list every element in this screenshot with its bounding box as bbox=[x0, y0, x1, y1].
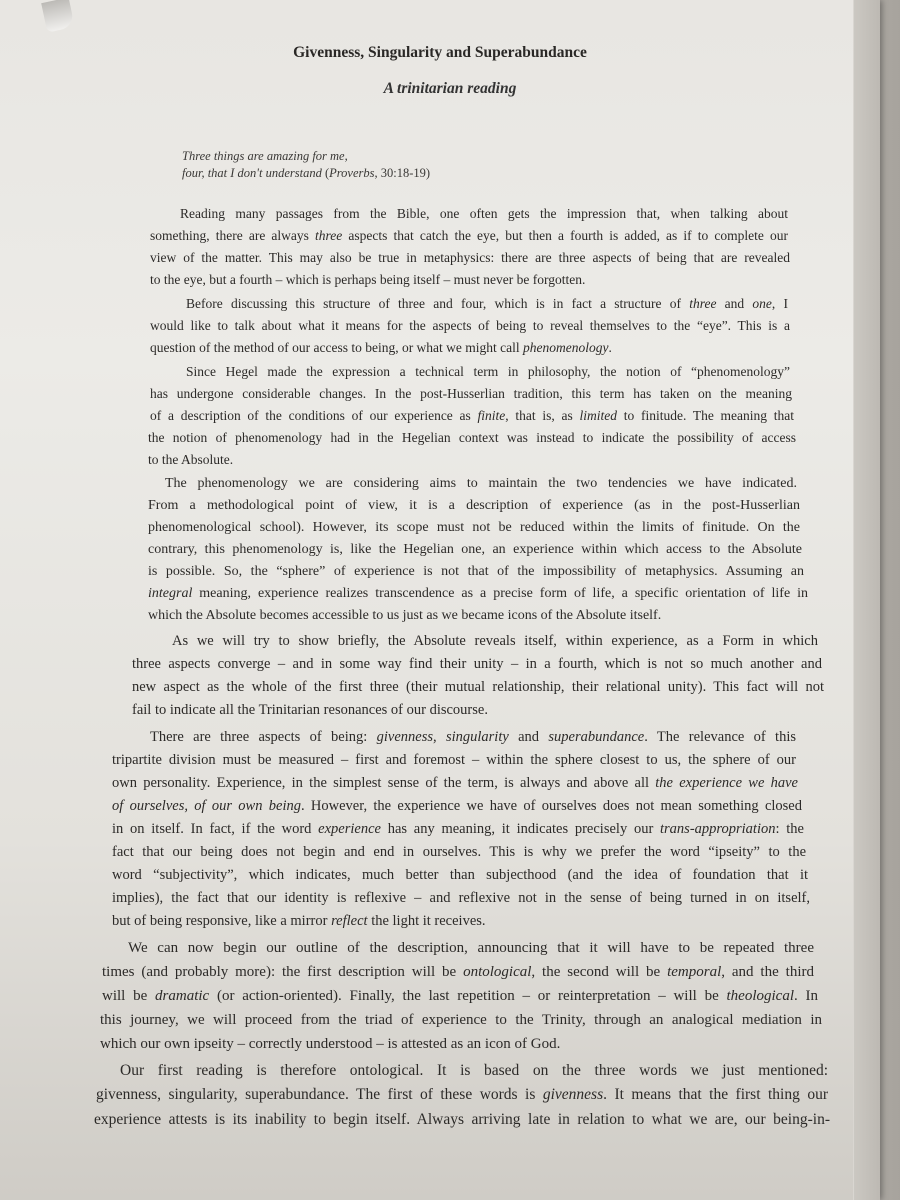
text-run: . bbox=[608, 340, 612, 355]
text-line bbox=[128, 940, 814, 957]
text-line bbox=[132, 656, 822, 673]
text-run: and bbox=[508, 729, 549, 745]
text-line bbox=[102, 988, 818, 1005]
italic-emphasis: temporal bbox=[667, 964, 722, 980]
text-line bbox=[96, 1086, 828, 1104]
text-run: experience attests is its inability to begin itself. Always arriving late in relation to what we are, our being-in- bbox=[94, 1111, 830, 1128]
text-run: has undergone considerable changes. In the post-Husserlian tradition, this term has taken on the meaning bbox=[150, 386, 792, 401]
text-run: , that is, as bbox=[505, 408, 580, 423]
italic-emphasis: limited bbox=[579, 408, 617, 423]
text-line bbox=[112, 844, 806, 861]
text-line bbox=[186, 296, 788, 312]
text-run: Our first reading is therefore ontological. It is based on the three words we just mentioned: bbox=[120, 1062, 828, 1079]
text-line bbox=[172, 633, 818, 650]
italic-emphasis: phenomenology bbox=[523, 340, 609, 355]
italic-emphasis: finite bbox=[477, 408, 506, 423]
text-run: . It means that the first thing our bbox=[603, 1086, 828, 1103]
italic-emphasis: theological bbox=[726, 988, 794, 1004]
text-run: which the Absolute becomes accessible to us just as we became icons of the Absolute itself. bbox=[148, 608, 662, 623]
text-line bbox=[100, 1036, 622, 1053]
text-run: phenomenological school). However, its scope must not be reduced within the limits of finitude. On the bbox=[148, 520, 800, 535]
text-line bbox=[150, 272, 586, 288]
italic-emphasis: one bbox=[752, 296, 772, 311]
text-run: From a methodological point of view, it is a description of experience (as in the post-Husserlian bbox=[148, 498, 800, 513]
text-run: meaning, experience realizes transcendence as a precise form of life, a specific orientation of life in bbox=[192, 586, 808, 601]
text-line bbox=[186, 364, 790, 380]
text-run: the notion of phenomenology had in the Hegelian context was instead to indicate the possibility of access bbox=[148, 430, 796, 445]
text-run: There are three aspects of being: bbox=[150, 729, 377, 745]
italic-emphasis: singularity bbox=[445, 729, 509, 745]
italic-emphasis: experience bbox=[318, 821, 381, 837]
text-line bbox=[165, 476, 797, 492]
text-run: own personality. Experience, in the simplest sense of the term, is always and above all bbox=[112, 775, 656, 791]
text-run: this journey, we will proceed from the triad of experience to the Trinity, through an analogical mediation in bbox=[100, 1012, 822, 1028]
text-run: to the eye, but a fourth – which is perhaps being itself – must never be forgotten. bbox=[150, 272, 586, 287]
italic-emphasis: the experience we have bbox=[655, 775, 798, 791]
document-subtitle: A trinitarian reading bbox=[383, 80, 517, 97]
text-line bbox=[112, 913, 552, 930]
text-line bbox=[150, 386, 792, 402]
text-run: contrary, this phenomenology is, like the Hegelian one, an experience within which access to the Absolute bbox=[148, 542, 802, 557]
text-run: givenness, singularity, superabundance. The first of these words is bbox=[96, 1086, 543, 1103]
italic-emphasis: integral bbox=[148, 586, 193, 601]
text-run: fail to indicate all the Trinitarian resonances of our discourse. bbox=[132, 702, 488, 718]
text-line bbox=[102, 964, 814, 981]
text-run: (or action-oriented). Finally, the last repetition – or reinterpretation – will be bbox=[209, 988, 727, 1004]
text-run: has any meaning, it indicates precisely our bbox=[380, 821, 661, 837]
text-run: to the Absolute. bbox=[148, 452, 234, 467]
italic-emphasis: ontological bbox=[463, 964, 532, 980]
text-run: We can now begin our outline of the description, announcing that it will have to be repeated three bbox=[128, 940, 814, 956]
italic-emphasis: of ourselves, of our own being bbox=[112, 798, 301, 814]
text-line bbox=[94, 1111, 830, 1129]
text-line bbox=[150, 228, 788, 244]
text-run: to finitude. The meaning that bbox=[616, 408, 795, 423]
text-line bbox=[150, 729, 796, 746]
text-run: As we will try to show briefly, the Absolute reveals itself, within experience, as a Form in which bbox=[172, 633, 818, 649]
text-run: and bbox=[716, 296, 753, 311]
text-run: three aspects converge – and in some way find their unity – in a fourth, which is not so much another and bbox=[132, 656, 822, 672]
text-run: times (and probably more): the first description will be bbox=[102, 964, 464, 980]
text-run: in on itself. In fact, if the word bbox=[112, 821, 319, 837]
text-line bbox=[148, 608, 708, 624]
text-line bbox=[112, 890, 810, 907]
text-run: The phenomenology we are considering aims to maintain the two tendencies we have indicated. bbox=[165, 476, 797, 491]
text-run: , and the third bbox=[721, 964, 814, 980]
epigraph-source-open: ( bbox=[321, 166, 330, 180]
text-line bbox=[112, 752, 796, 769]
text-run: Since Hegel made the expression a technical term in philosophy, the notion of “phenomenology” bbox=[186, 364, 790, 379]
text-line bbox=[148, 520, 800, 536]
text-run: , I bbox=[771, 296, 788, 311]
epigraph-ref: , 30:18-19) bbox=[374, 166, 431, 180]
document-title: Givenness, Singularity and Superabundance bbox=[293, 44, 587, 61]
text-line bbox=[112, 775, 798, 792]
text-run: but of being responsive, like a mirror bbox=[112, 913, 332, 929]
text-line bbox=[150, 250, 790, 266]
text-run: question of the method of our access to being, or what we might call bbox=[150, 340, 524, 355]
text-run: , the second will be bbox=[531, 964, 668, 980]
text-line bbox=[120, 1062, 828, 1080]
italic-emphasis: three bbox=[315, 228, 343, 243]
text-line bbox=[150, 340, 612, 356]
text-line bbox=[100, 1012, 822, 1029]
text-run: fact that our being does not begin and end in ourselves. This is why we prefer the word “ipseity” to the bbox=[112, 844, 806, 860]
text-run: new aspect as the whole of the first three (their mutual relationship, their relational unity). This fact will not bbox=[132, 679, 824, 695]
text-line bbox=[132, 702, 532, 719]
italic-emphasis: givenness bbox=[376, 729, 433, 745]
italic-emphasis: three bbox=[689, 296, 717, 311]
text-run: implies), the fact that our identity is reflexive – and reflexive not in the sense of being turned in on itself, bbox=[112, 890, 810, 906]
text-line bbox=[112, 821, 804, 838]
text-run: something, there are always bbox=[150, 228, 316, 243]
text-run: . The relevance of this bbox=[644, 729, 796, 745]
text-run: which our own ipseity – correctly understood – is attested as an icon of God. bbox=[100, 1036, 561, 1052]
text-line bbox=[148, 542, 802, 558]
text-line bbox=[148, 586, 808, 602]
text-run: aspects that catch the eye, but then a fourth is added, as if to complete our bbox=[342, 228, 788, 243]
text-run: Before discussing this structure of three and four, which is in fact a structure of bbox=[186, 296, 690, 311]
italic-emphasis: givenness bbox=[542, 1086, 604, 1103]
italic-emphasis: trans-appropriation bbox=[660, 821, 776, 837]
text-run: . In bbox=[794, 988, 819, 1004]
text-run: of a description of the conditions of our experience as bbox=[150, 408, 478, 423]
epigraph-line-2-text: four, that I don't understand bbox=[182, 166, 322, 180]
text-run: is possible. So, the “sphere” of experience is not that of the impossibility of metaphysics. Assuming an bbox=[148, 564, 804, 579]
epigraph-line-1-text: Three things are amazing for me, bbox=[182, 149, 348, 163]
text-run: tripartite division must be measured – first and foremost – within the sphere closest to us, the sphere of our bbox=[112, 752, 796, 768]
text-line bbox=[148, 430, 796, 446]
text-run: would like to talk about what it means for the aspects of being to reveal themselves to the “eye”. This is a bbox=[150, 318, 790, 333]
italic-emphasis: superabundance bbox=[548, 729, 645, 745]
text-line bbox=[148, 498, 800, 514]
text-run: word “subjectivity”, which indicates, much better than subjecthood (and the idea of foundation that it bbox=[112, 867, 808, 883]
text-run: . However, the experience we have of ourselves does not mean something closed bbox=[300, 798, 802, 814]
text-run: , bbox=[433, 729, 446, 745]
text-line bbox=[132, 679, 824, 696]
text-run: view of the matter. This may also be true in metaphysics: there are three aspects of being that are revealed bbox=[150, 250, 790, 265]
italic-emphasis: dramatic bbox=[155, 988, 210, 1004]
italic-emphasis: reflect bbox=[331, 913, 368, 929]
text-line bbox=[180, 206, 788, 222]
text-run: Reading many passages from the Bible, one often gets the impression that, when talking about bbox=[180, 206, 788, 221]
text-line bbox=[148, 452, 298, 468]
text-line bbox=[148, 564, 804, 580]
text-line bbox=[112, 867, 808, 884]
epigraph-source: Proverbs bbox=[329, 166, 375, 180]
text-line bbox=[112, 798, 802, 815]
text-line bbox=[150, 408, 794, 424]
text-run: will be bbox=[102, 988, 156, 1004]
text-run: the light it receives. bbox=[367, 913, 486, 929]
text-run: : the bbox=[775, 821, 804, 837]
text-line bbox=[150, 318, 790, 334]
